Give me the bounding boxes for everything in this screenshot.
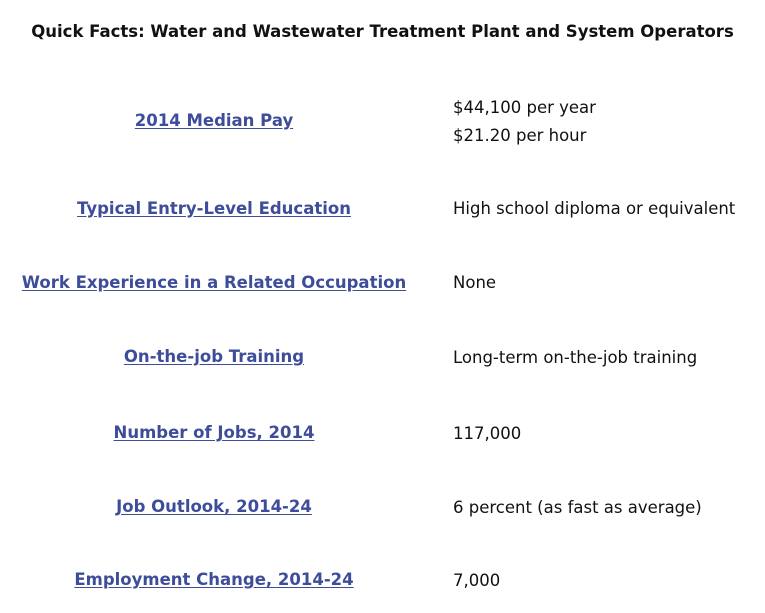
work-experience-text: None: [453, 273, 497, 292]
median-pay-hourly: $21.20 per hour: [453, 126, 587, 145]
on-the-job-training-value: [453, 344, 697, 372]
employment-change-text: 7,000: [453, 571, 501, 590]
job-outlook-value: [453, 494, 702, 522]
on-the-job-training-link[interactable]: On-the-job Training: [123, 347, 305, 366]
entry-level-education-link[interactable]: Typical Entry-Level Education: [77, 199, 351, 218]
job-outlook-text: 6 percent (as fast as average): [453, 498, 702, 517]
number-of-jobs-value: [453, 420, 521, 448]
entry-level-education-value: [453, 195, 735, 223]
entry-level-education-text: High school diploma or equivalent: [453, 199, 736, 218]
work-experience-link[interactable]: Work Experience in a Related Occupation: [21, 273, 407, 292]
job-outlook-link[interactable]: Job Outlook, 2014-24: [116, 497, 312, 516]
number-of-jobs-text: 117,000: [453, 424, 522, 443]
employment-change-link[interactable]: Employment Change, 2014-24: [74, 570, 354, 589]
employment-change-value: [453, 567, 500, 595]
on-the-job-training-text: Long-term on-the-job training: [453, 348, 698, 367]
number-of-jobs-link[interactable]: Number of Jobs, 2014: [113, 423, 315, 442]
median-pay-link[interactable]: 2014 Median Pay: [134, 111, 294, 130]
median-pay-yearly: $44,100 per year: [453, 98, 596, 117]
work-experience-value: [453, 269, 496, 297]
page-title: Quick Facts: Water and Wastewater Treatment Plant and System Operators: [31, 22, 734, 41]
median-pay-value: [453, 94, 596, 150]
